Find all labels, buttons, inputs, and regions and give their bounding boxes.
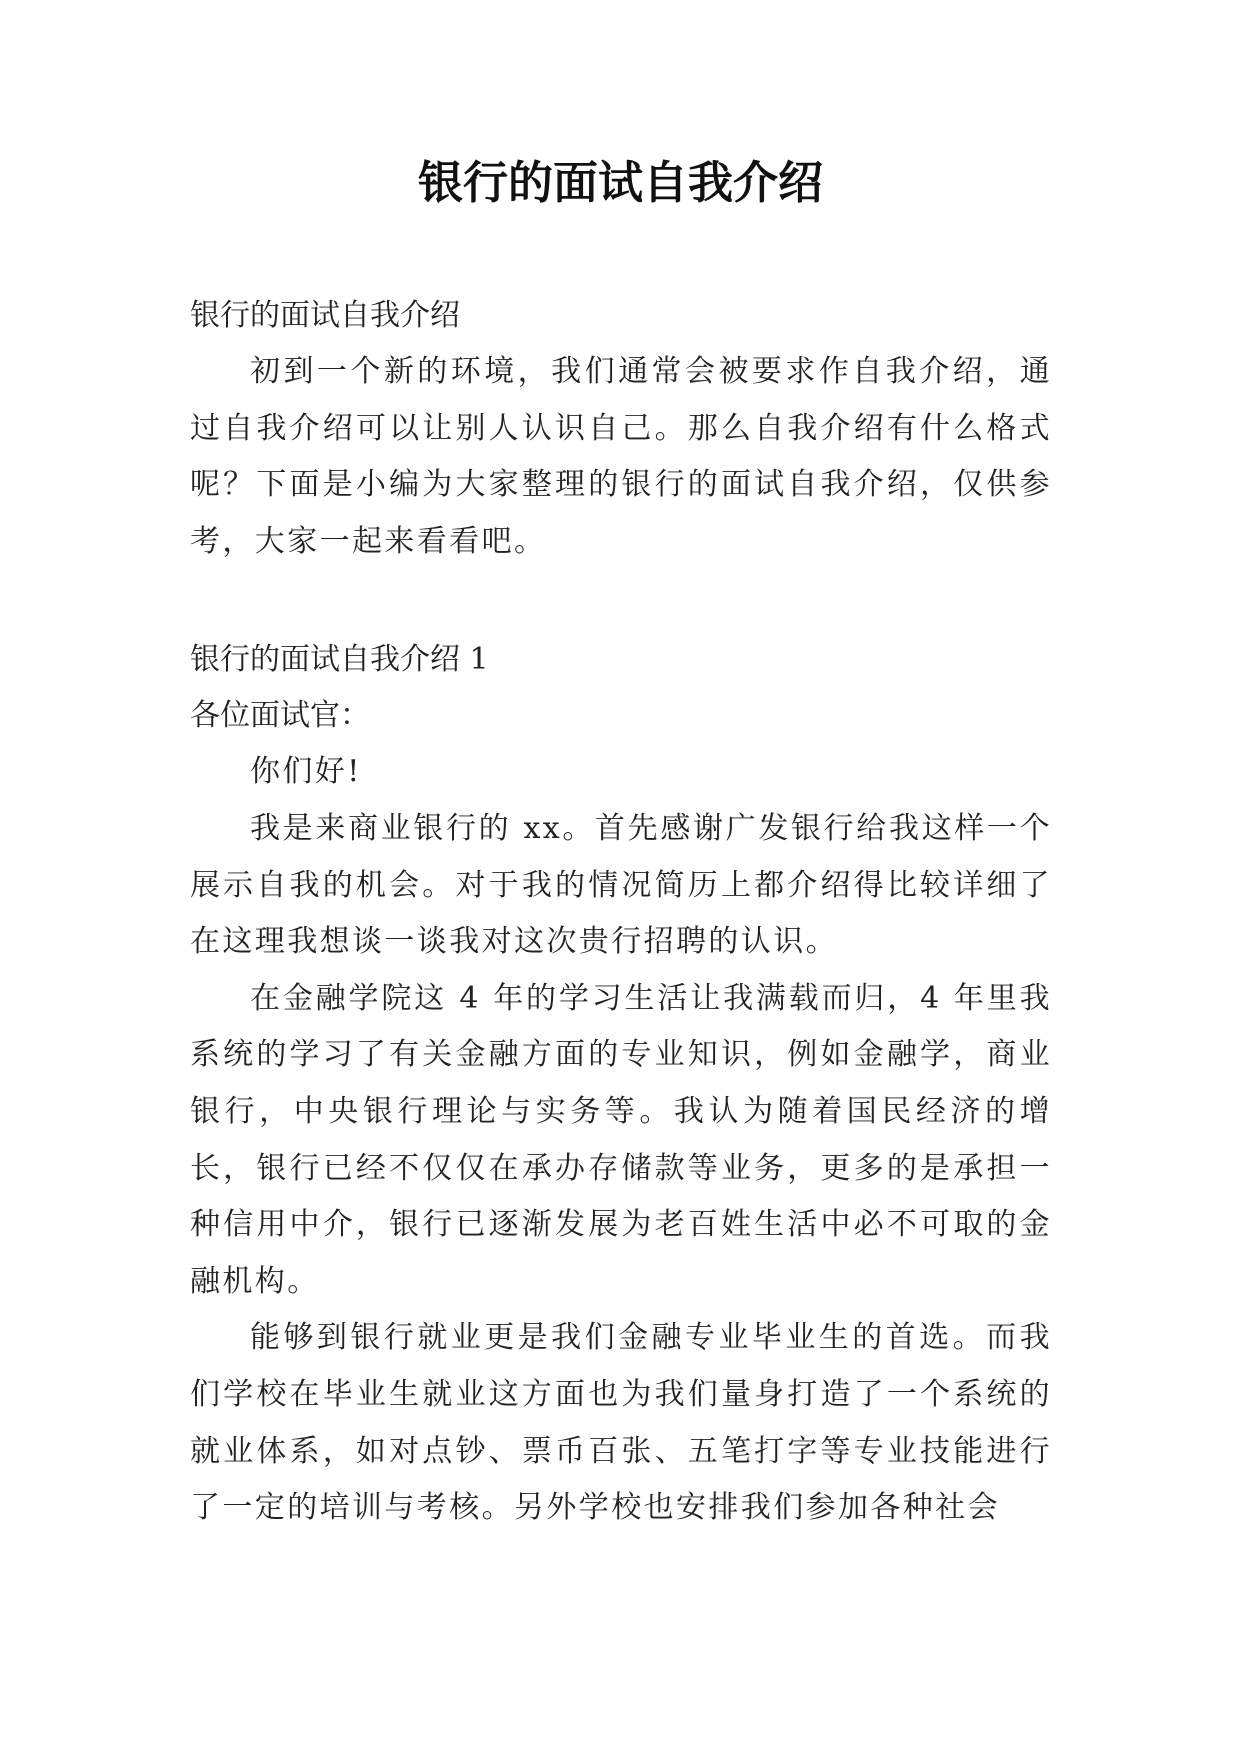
intro-paragraph: 初到一个新的环境，我们通常会被要求作自我介绍，通过自我介绍可以让别人认识自己。那么自我介绍有什么格式呢？下面是小编为大家整理的银行的面试自我介绍，仅供参考，大家一起来看看吧。 <box>190 354 1052 559</box>
body-paragraph-1: 我是来商业银行的 xx。首先感谢广发银行给我这样一个展示自我的机会。对于我的情况简历上都介绍得比较详细了在这理我想谈一谈我对这次贵行招聘的认识。 <box>190 810 1052 960</box>
greeting: 你们好! <box>250 754 362 790</box>
body-paragraph-3: 能够到银行就业更是我们金融专业毕业生的首选。而我们学校在毕业生就业这方面也为我们量身打造了一个系统的就业体系，如对点钞、票币百张、五笔打字等专业技能进行了一定的培训与考核。另外学校也安排我们参加各种社会 <box>190 1320 1052 1526</box>
section-heading: 银行的面试自我介绍 1 <box>190 642 489 678</box>
salutation: 各位面试官： <box>190 698 370 734</box>
body-paragraph-2: 在金融学院这 4 年的学习生活让我满载而归，4 年里我系统的学习了有关金融方面的专业知识，例如金融学，商业银行，中央银行理论与实务等。我认为随着国民经济的增长，银行已经不仅仅在承办存储款等业务，更多的是承担一种信用中介，银行已逐渐发展为老百姓生活中必不可取的金融机构。 <box>190 980 1052 1299</box>
document-title: 银行的面试自我介绍 <box>417 156 823 209</box>
subtitle: 银行的面试自我介绍 <box>190 298 460 333</box>
section-spacer <box>190 570 1052 632</box>
document-body <box>190 288 1052 1537</box>
